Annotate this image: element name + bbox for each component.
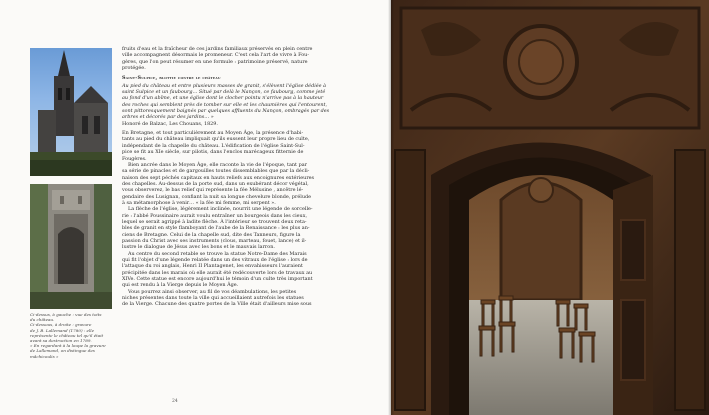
quote-line: des roches qui semblent près de tomber sur elle et les chaumières qui l'entourent, [122, 101, 328, 108]
quote-line: Au pied du château et entre plusieurs masses de granit, s'élèvent l'église dédiée à [122, 82, 327, 89]
text-line: indépendant de la chapelle du château. L'édification de l'église Saint-Sul- [122, 142, 305, 149]
body-paragraph [122, 251, 378, 289]
page-number: 24 [172, 399, 178, 404]
text-line: Vous pourrez ainsi observer, au fil de vos déambulations, les petites [128, 288, 297, 295]
text-line: bles de granit en style flamboyant de l'aube de la Renaissance : les plus an- [122, 225, 310, 232]
text-line: Au centre du second retable se trouve la statue Notre-Dame des Marais [128, 250, 307, 257]
text-line: gères, que l'on peut résumer en une formule : patrimoine préservé, nature [122, 58, 308, 65]
caption-line: Ci-dessous, à droite : gravure [30, 322, 92, 328]
quote-line: au fond d'un abîme, et une église dont le clocher pointu n'arrive pas à la hauteur [122, 95, 324, 102]
text-line: Bien ancrée dans le Moyen Âge, elle raconte la vie de l'époque, tant par [128, 161, 307, 168]
text-line: lequel se serait agrippé à ladite flèche. À l'intérieur se trouvent deux reta- [122, 218, 307, 225]
text-line: ville accompagnent désormais le promeneur. C'est cela l'art de vivre à Fou- [122, 52, 309, 59]
text-line: ciens de Bretagne. Celui de la chapelle sud, dite des Tanneurs, figure la [122, 231, 301, 238]
text-line: l'attaque du roi anglais, Henri II Plantagenet, les envahisseurs l'auraient [122, 263, 303, 270]
quote-line: sont pittoresquement baignés par quelques affluents du Nançon, ombragés par des [122, 108, 330, 115]
caption-line: de J. B. Lallemand (1780) : elle [30, 327, 95, 333]
text-line: niches présentes dans toute la ville qui accueillaient autrefois les statues [122, 295, 304, 302]
text-line: lustre le dialogue de Jésus avec les bons et le mauvais larron. [122, 244, 275, 251]
church-tower-photo [30, 48, 112, 176]
intro-paragraph [122, 46, 378, 71]
text-line: gendaire des Lusignan, confiant la nuit sa longue chevelure blonde, prélude [122, 193, 312, 200]
stone-porch-illustration [30, 184, 112, 309]
main-text-column [122, 46, 378, 308]
balzac-quote [122, 83, 378, 121]
carved-wooden-doorway-illustration [391, 0, 709, 415]
text-line: En Bretagne, et tout particulièrement au Moyen Âge, la présence d'habi- [122, 130, 304, 137]
text-line: précipitée dans les marais où elle aurait été redécouverte lors de travaux au [122, 269, 313, 276]
text-line: Fougères. [122, 155, 147, 162]
caption-line: avant sa destruction en 1789. [30, 338, 92, 344]
caption-line: du château. [30, 317, 55, 323]
text-line: rie : l'abbé Poussinaire aurait voulu entraîner un bourgeois dans les cieux, [122, 212, 308, 219]
carved-door-photo [391, 0, 709, 415]
text-line: des chapelles. Au-dessus de la porte sud, dans un exubérant décor végétal, [122, 180, 309, 187]
text-line: sa série de pinacles et de gargouilles toutes dissemblables que par la décli- [122, 168, 310, 175]
text-line: naison des sept péchés capitaux en hauts reliefs aux encoignures extérieures [122, 174, 315, 181]
text-line: pice se fit au XIe siècle, sur pilotis, dans l'enclos marécageux fitternie de [122, 149, 304, 156]
book-gutter [388, 0, 394, 415]
text-line: vous observerez, le bas relief qui représente la fée Mélusine , ancêtre lé- [122, 187, 304, 194]
quote-attribution: Honoré de Balzac, Les Chouans, 1829. [122, 120, 218, 127]
caption-line: représente le château tel qu'il était [30, 332, 104, 338]
text-line: qui est rendu à la Vierge depuis le Moyen Âge. [122, 282, 239, 289]
caption-line: Ci-dessus, à gauche : vue des toits [30, 312, 102, 317]
stone-porch-photo [30, 184, 112, 309]
text-line: passion du Christ avec ses instruments (clous, marteau, fouet, lance) et il- [122, 237, 307, 244]
body-paragraph [122, 162, 378, 206]
text-line: à sa métamorphose à venir… « la fée mi femme, mi serpent ». [122, 199, 276, 206]
body-paragraph [122, 289, 378, 308]
photo-caption [30, 312, 116, 359]
caption-line: de Lallemand, on distingue des [30, 348, 95, 354]
text-line: de la Vierge. Chacune des quatre portes de la Ville était d'ailleurs mise sous [122, 301, 312, 308]
text-line: qui fit l'objet d'une légende relatée dans un des vitraux de l'église : lors de [122, 257, 308, 263]
caption-line: mâchicoulis » [30, 353, 59, 359]
body-paragraph [122, 206, 378, 250]
quote-line: saint Sulpice et un faubourg… Situé par delà le Nançon, ce faubourg, comme jeté [122, 89, 326, 96]
section-title: Saint-Sulpice, blottie contre le château [122, 75, 221, 82]
text-line: tants au pied du château impliquait qu'ils eussent leur propre lieu de culte, [122, 136, 310, 143]
quote-line: arbres et décorés par des jardins… » [122, 114, 214, 121]
church-tower-illustration [30, 48, 112, 176]
body-paragraph [122, 130, 378, 162]
text-line: protégée. [122, 65, 146, 72]
text-line: La flèche de l'église, légèrement inclinée, nourrit une légende de sorcelle- [128, 206, 313, 213]
text-line: XIVe. Cette statue est encore aujourd'hui le témoin d'un culte très important [122, 276, 313, 283]
caption-line: « En regardant à la loupe la gravure [30, 343, 106, 349]
text-line: fruits d'eau et la fraîcheur de ces jardins familiaux préservés en plein centre [122, 46, 313, 52]
